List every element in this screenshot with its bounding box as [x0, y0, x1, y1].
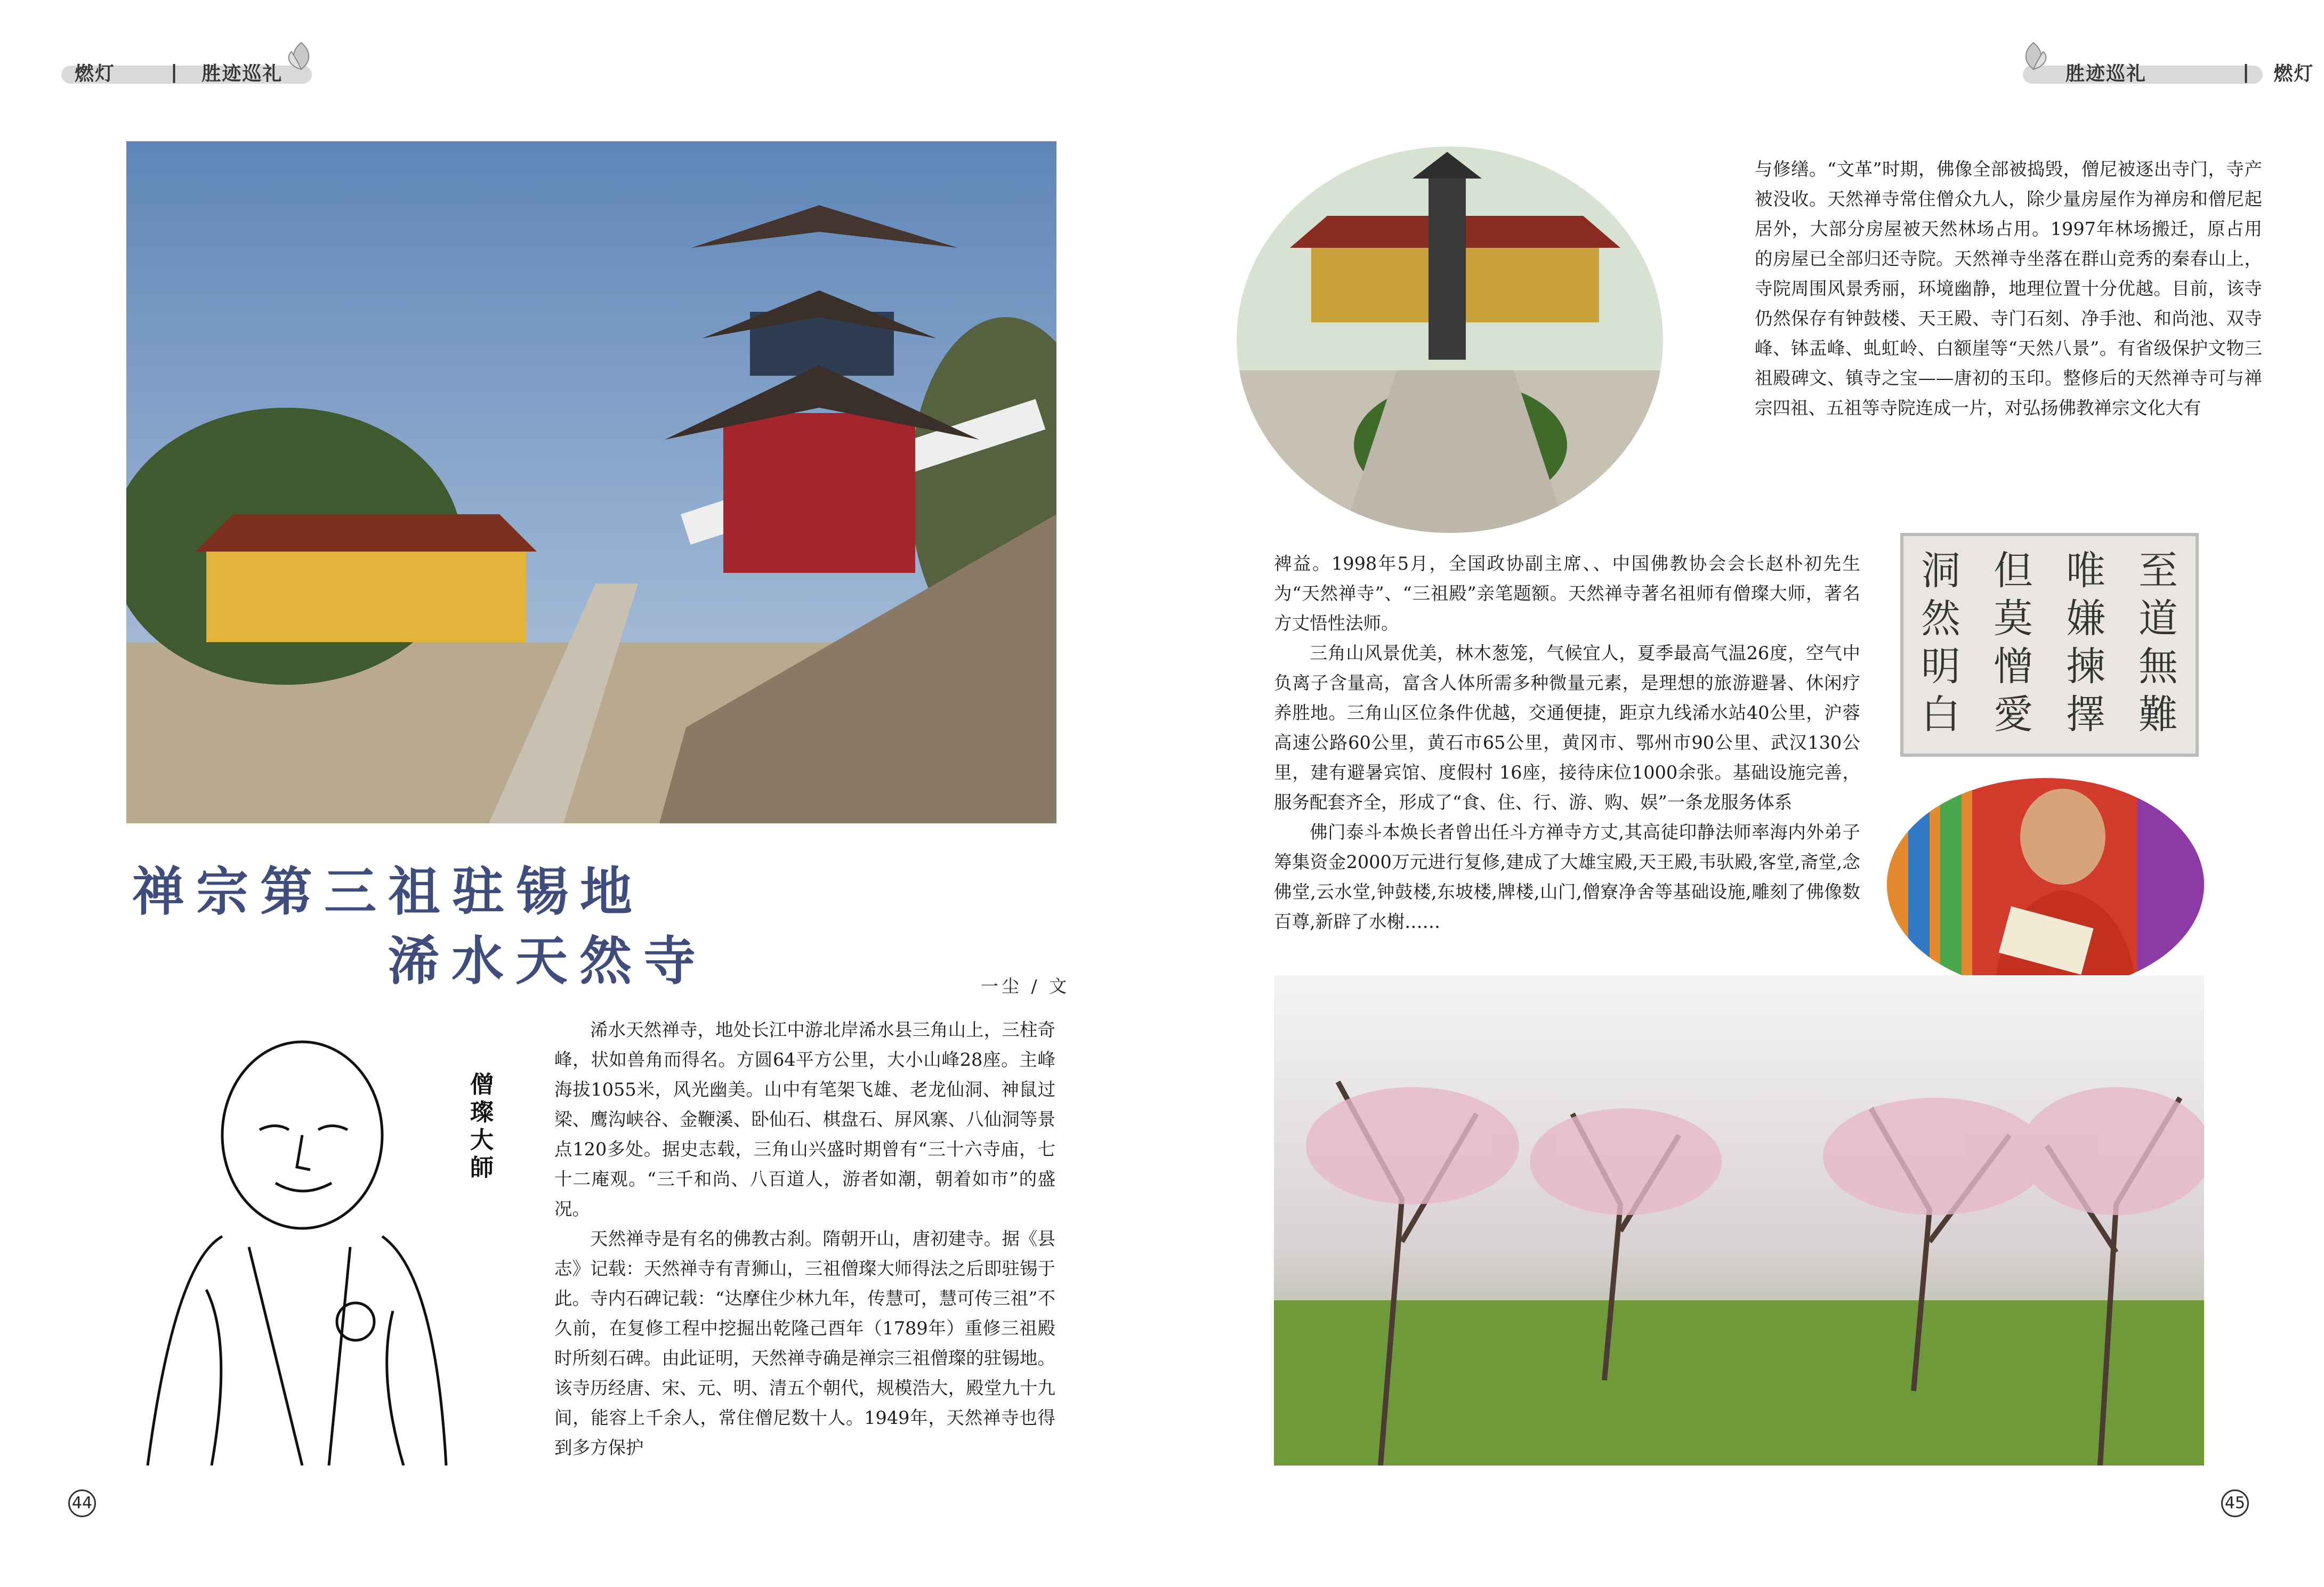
calligraphy-column-2: 唯嫌揀擇: [2066, 548, 2105, 738]
monk-portrait-sketch: [126, 1023, 502, 1465]
lotus-ornament-icon: [2018, 40, 2049, 72]
left-paragraph-1: 浠水天然禅寺，地处长江中游北岸浠水县三角山上，三柱奇峰，状如兽角而得名。方圆64平方公里，大小山峰28座。主峰海拔1055米，风光幽美。山中有笔架飞雄、老龙仙洞、神鼠过梁、鹰沟峡谷、金鞭溪、卧仙石、棋盘石、屏风寨、八仙洞等景点120多处。据史志载，三角山兴盛时期曾有“三十六寺庙，七十二庵观。“三千和尚、八百道人，游者如潮，朝着如市”的盛况。: [554, 1019, 1055, 1219]
header-column-left: 胜迹巡礼: [201, 62, 283, 85]
article-title-line1: 禅宗第三祖驻锡地: [132, 861, 644, 922]
right-top-paragraph: 与修缮。“文革”时期，佛像全部被捣毁，僧尼被逐出寺门，寺产被没收。天然禅寺常住僧众九人，除少量房屋作为禅房和僧尼起居外，大部分房屋被天然林场占用。1997年林场搬迁，原占用的房屋已全部归还寺院。天然禅寺坐落在群山竞秀的秦春山上，寺院周围风景秀丽，环境幽静，地理位置十分优越。目前，该寺仍然保存有钟鼓楼、天王殿、寺门石刻、净手池、和尚池、双寺峰、钵盂峰、虬虹岭、白额崖等“天然八景”。有省级保护文物三祖殿碑文、镇寺之宝——唐初的玉印。整修后的天然禅寺可与禅宗四祖、五祖等寺院连成一片，对弘扬佛教禅宗文化大有: [1755, 159, 2262, 418]
right-top-text: [1755, 155, 2262, 423]
left-paragraph-2: 天然禅寺是有名的佛教古刹。隋朝开山，唐初建寺。据《县志》记载：天然禅寺有青狮山，三祖僧璨大师得法之后即驻锡于此。寺内石碑记载：“达摩住少林九年，传慧可，慧可传三祖”不久前，在复修工程中挖掘出乾隆己酉年（1789年）重修三祖殿时所刻石碑。由此证明，天然禅寺确是禅宗三祖僧璨的驻锡地。该寺历经唐、宋、元、明、清五个朝代，规模浩大，殿堂九十九间，能容上千余人，常住僧尼数十人。1949年，天然禅寺也得到多方保护: [554, 1228, 1055, 1458]
calligraphy-column-3: 但莫憎愛: [1994, 548, 2033, 738]
page-number-left: 44: [68, 1489, 96, 1517]
header-column-right: 胜迹巡礼: [2065, 62, 2147, 85]
right-paragraph-1: 裨益。1998年5月，全国政协副主席、、中国佛教协会会长赵朴初先生为“天然禅寺”、“三祖殿”亲笔题额。天然禅寺著名祖师有僧璨大师，著名方丈悟性法师。: [1274, 553, 1860, 634]
calligraphy-column-1: 至道無難: [2139, 548, 2178, 738]
calligraphy-photo: [1900, 533, 2199, 757]
left-body-text: [554, 1015, 1055, 1463]
header-section-right: 燃灯: [2273, 62, 2314, 85]
portrait-caption: 僧璨大師: [470, 1071, 494, 1181]
article-title-line2: 浠水天然寺: [388, 930, 708, 992]
header-section-left: 燃灯: [75, 62, 116, 85]
header-separator-left: |: [171, 61, 179, 83]
header-banner-right: [2023, 51, 2314, 93]
page-number-right: 45: [2221, 1489, 2249, 1517]
right-paragraph-3: 佛门泰斗本焕长者曾出任斗方禅寺方丈,其高徒印静法师率海内外弟子筹集资金2000万元进行复修,建成了大雄宝殿,天王殿,韦驮殿,客堂,斋堂,念佛堂,云水堂,钟鼓楼,东坡楼,牌楼,山门,僧寮净舍等基础设施,雕刻了佛像数百尊,新辟了水榭……: [1274, 822, 1860, 932]
byline: 一尘 / 文: [981, 976, 1070, 997]
right-mid-text: [1274, 549, 1860, 937]
pagoda-temple-photo: [126, 141, 1056, 823]
header-banner-left: [61, 51, 312, 93]
lotus-ornament-icon: [285, 40, 317, 72]
right-paragraph-2: 三角山风景优美，林木葱笼，气候宜人，夏季最高气温26度，空气中负离子含量高，富含人体所需多种微量元素，是理想的旅游避暑、休闲疗养胜地。三角山区位条件优越，交通便捷，距京九线浠水站40公里，沪蓉高速公路60公里，黄石市65公里，黄冈市、鄂州市90公里、武汉130公里，建有避暑宾馆、度假村 16座，接待床位1000余张。基础设施完善，服务配套齐全，形成了“食、住、行、游、购、娱”一条龙服务体系: [1274, 643, 1860, 813]
calligraphy-column-4: 洞然明白: [1921, 548, 1960, 738]
header-separator-right: |: [2242, 61, 2251, 83]
right-page: [1162, 0, 2324, 1587]
monk-reading-photo: [1887, 778, 2204, 991]
stupa-temple-photo: [1237, 147, 1663, 533]
peach-orchard-photo: [1274, 975, 2204, 1465]
